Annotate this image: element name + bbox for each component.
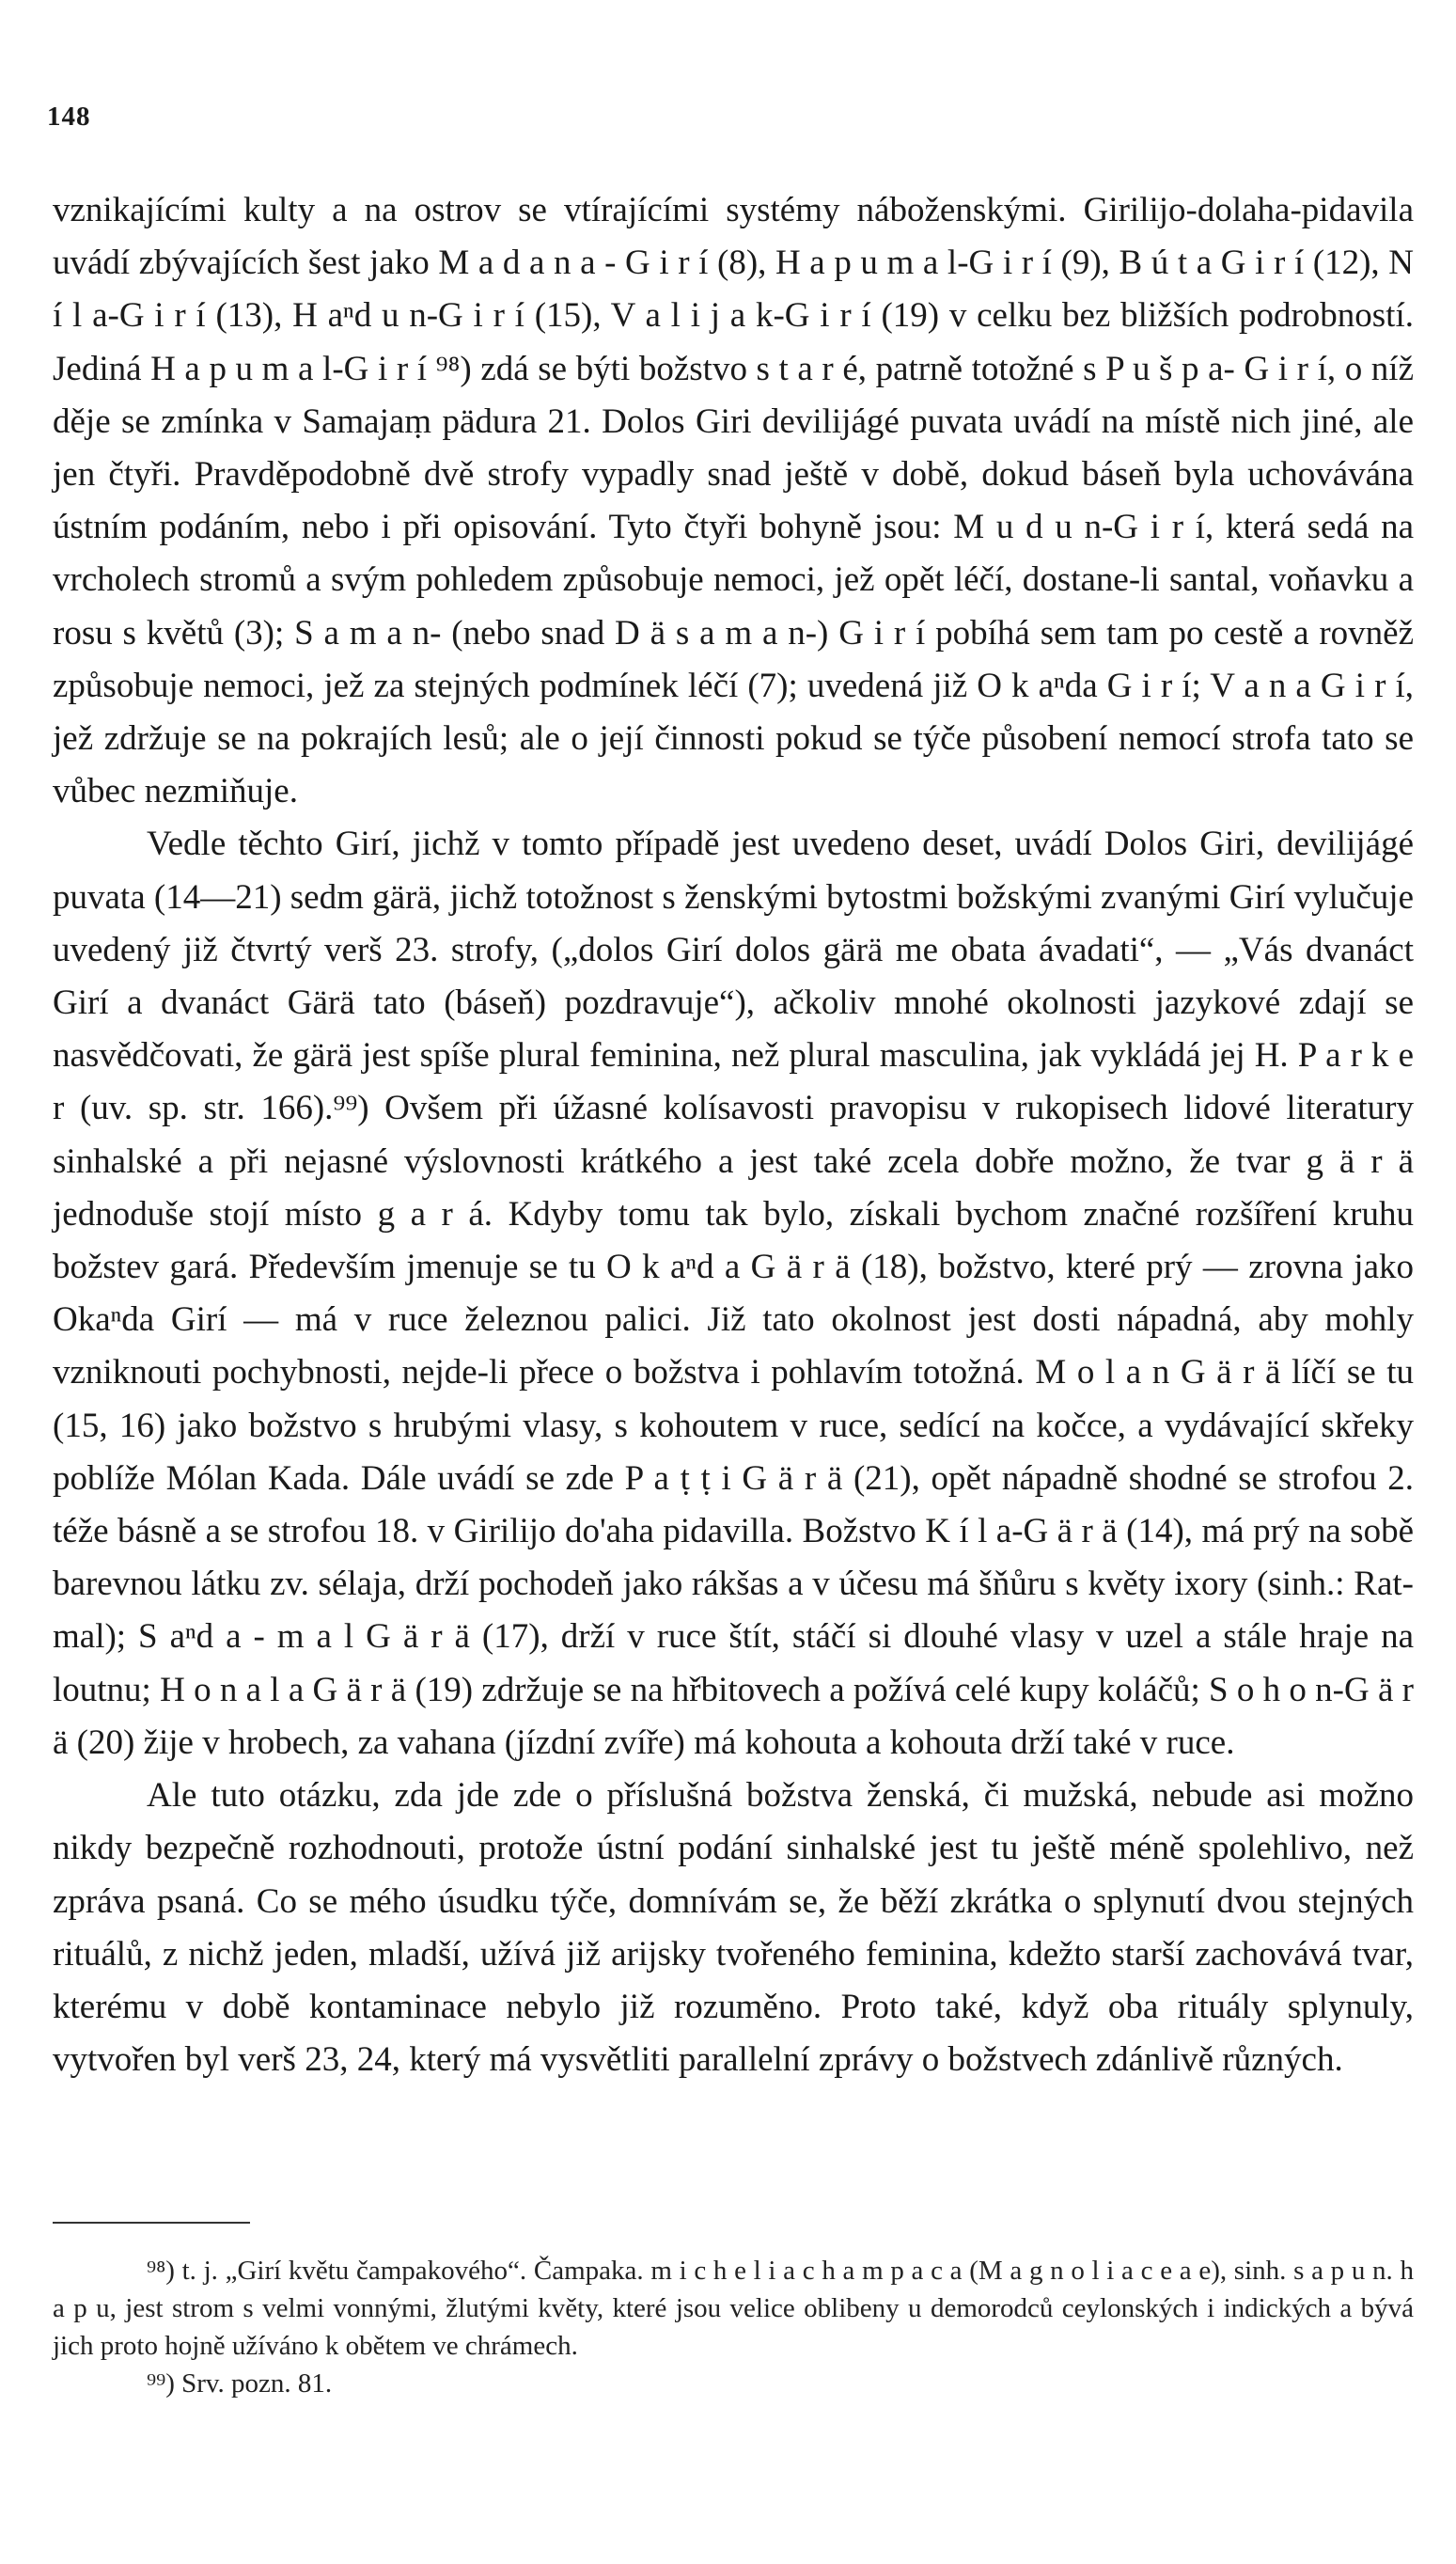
footnote-divider: [53, 2222, 250, 2224]
paragraph-1: vznikajícími kulty a na ostrov se vtírajícími systémy náboženskými. Girilijo-dolaha-pidavila uvádí zbývajících šest jako M a d a n a - G i r í (8), H a p u m a l-G i r í (9), B ú t a G i r í (12), N í l a-G i r í (13), H aⁿd u n-G i r í (15), V a l i j a k-G i r í (19) v celku bez bližších podrobností. Jediná H a p u m a l-G i r í ⁹⁸) zdá se býti božstvo s t a r é, patrně totožné s P u š p a- G i r í, o níž děje se zmínka v Samajaṃ pädura 21. Dolos Giri devilijágé puvata uvádí na místě nich jiné, ale jen čtyři. Pravděpodobně dvě strofy vypadly snad ještě v době, dokud báseň byla uchovávána ústním podáním, nebo i při opisování. Tyto čtyři bohyně jsou: M u d u n-G i r í, která sedá na vrcholech stromů a svým pohledem způsobuje nemoci, jež opět léčí, dostane-li santal, voňavku a rosu s květů (3); S a m a n- (nebo snad D ä s a m a n-) G i r í pobíhá sem tam po cestě a rovněž způsobuje nemoci, jež za stejných podmínek léčí (7); uvedená již O k aⁿda G i r í; V a n a G i r í, jež zdržuje se na pokrajích lesů; ale o její činnosti pokud se týče působení nemocí strofa tato se vůbec nezmiňuje.: [53, 191, 1414, 811]
footnote-98: ⁹⁸) t. j. „Girí květu čampakového“. Čampaka. m i c h e l i a c h a m p a c a (M a g n o l i a c e a e), sinh. s a p u n. h a p u, jest strom s velmi vonnými, žlutými květy, které jsou velice oblibeny u demorodců ceylonských i indických a bývá jich proto hojně užíváno k obětem ve chrámech.: [53, 2256, 1414, 2361]
footnotes: [53, 2252, 1414, 2402]
paragraph-3: Ale tuto otázku, zda jde zde o příslušná božstva ženská, či mužská, nebude asi možno nikdy bezpečně rozhodnouti, protože ústní podání sinhalské jest tu ještě méně spolehlivo, než zpráva psaná. Co se mého úsudku týče, domnívám se, že běží zkrátka o splynutí dvou stejných rituálů, z nichž jeden, mladší, užívá již arijsky tvořeného feminina, kdežto starší zachovává tvar, kterému v době kontaminace nebylo již rozuměno. Proto také, když oba rituály splynuly, vytvořen byl verš 23, 24, který má vysvětliti parallelní zprávy o božstvech zdánlivě různých.: [53, 1776, 1414, 2080]
footnote-99: ⁹⁹) Srv. pozn. 81.: [147, 2368, 333, 2399]
page-number: 148: [47, 102, 91, 132]
paragraph-2: Vedle těchto Girí, jichž v tomto případě jest uvedeno deset, uvádí Dolos Giri, devilijágé puvata (14—21) sedm gärä, jichž totožnost s ženskými bytostmi božskými zvanými Girí vylučuje uvedený již čtvrtý verš 23. strofy, („dolos Girí dolos gärä me obata ávadati“, — „Vás dvanáct Girí a dvanáct Gärä tato (báseň) pozdravuje“), ačkoliv mnohé okolnosti jazykové zdají se nasvědčovati, že gärä jest spíše plural feminina, než plural masculina, jak vykládá jej H. P a r k e r (uv. sp. str. 166).⁹⁹) Ovšem při úžasné kolísavosti pravopisu v rukopisech lidové literatury sinhalské a při nejasné výslovnosti krátkého a jest také zcela dobře možno, že tvar g ä r ä jednoduše stojí místo g a r á. Kdyby tomu tak bylo, získali bychom značné rozšíření kruhu božstev gará. Především jmenuje se tu O k aⁿd a G ä r ä (18), božstvo, které prý — zrovna jako Okaⁿda Girí — má v ruce železnou palici. Již tato okolnost jest dosti nápadná, aby mohly vzniknouti pochybnosti, nejde-li přece o božstva i pohlavím totožná. M o l a n G ä r ä líčí se tu (15, 16) jako božstvo s hrubými vlasy, s kohoutem v ruce, sedící na kočce, a vydávající skřeky poblíže Mólan Kada. Dále uvádí se zde P a ṭ ṭ i G ä r ä (21), opět nápadně shodné se strofou 2. téže básně a se strofou 18. v Girilijo do'aha pidavilla. Božstvo K í l a-G ä r ä (14), má prý na sobě barevnou látku zv. sélaja, drží pochodeň jako rákšas a v účesu má šňůru s květy ixory (sinh.: Rat-mal); S aⁿd a - m a l G ä r ä (17), drží v ruce štít, stáčí si dlouhé vlasy v uzel a stále hraje na loutnu; H o n a l a G ä r ä (19) zdržuje se na hřbitovech a požívá celé kupy koláčů; S o h o n-G ä r ä (20) žije v hrobech, za vahana (jízdní zvíře) má kohouta a kohouta drží také v ruce.: [53, 825, 1414, 1762]
main-text: [53, 184, 1414, 2086]
